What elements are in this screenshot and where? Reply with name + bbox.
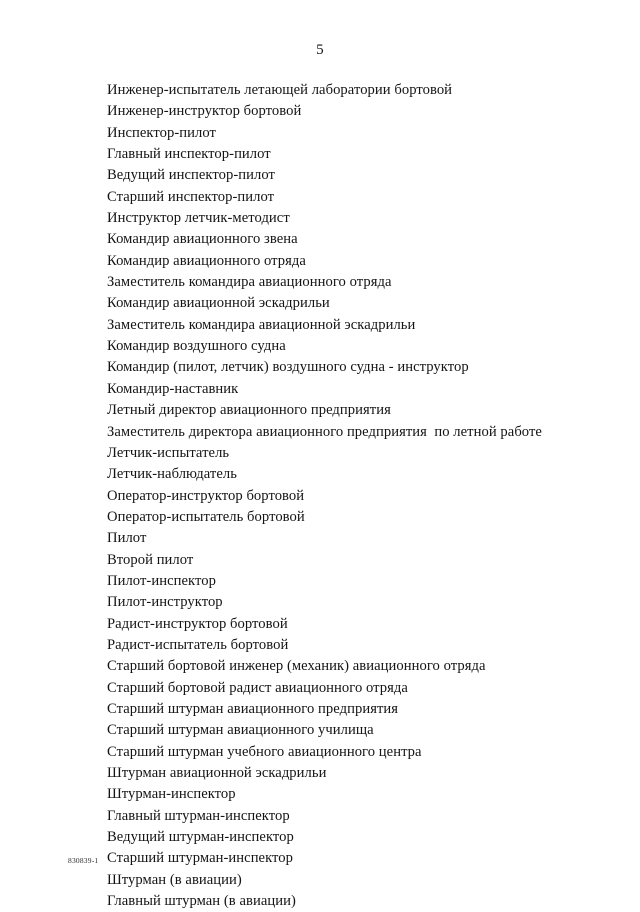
job-title-line: Пилот-инструктор <box>107 594 223 611</box>
job-title-line: Главный инспектор-пилот <box>107 146 271 163</box>
job-title-line: Командир авиационного звена <box>107 231 298 248</box>
job-title-line: Пилот-инспектор <box>107 572 216 589</box>
job-title-line: Старший бортовой инженер (механик) авиационного отряда <box>107 658 486 675</box>
page-number: 5 <box>316 42 324 58</box>
job-title-line: Старший штурман-инспектор <box>107 850 294 867</box>
job-title-line: Радист-испытатель бортовой <box>107 636 289 653</box>
job-title-line: Командир-наставник <box>107 380 239 397</box>
job-title-line: Командир воздушного судна <box>107 338 286 355</box>
job-title-line: Ведущий инспектор-пилот <box>107 167 275 184</box>
job-title-line: Командир авиационной эскадрильи <box>107 295 330 312</box>
job-title-line: Главный штурман-инспектор <box>107 807 290 824</box>
job-title-line: Радист-инструктор бортовой <box>107 615 288 632</box>
job-title-line: Старший бортовой радист авиационного отряда <box>107 679 408 696</box>
job-title-line: Пилот <box>107 530 147 547</box>
job-title-line: Инструктор летчик-методист <box>107 210 290 227</box>
job-title-line: Старший штурман авиационного предприятия <box>107 700 399 717</box>
job-title-line: Старший штурман учебного авиационного центра <box>107 743 422 760</box>
job-title-line: Ведущий штурман-инспектор <box>107 829 294 846</box>
job-title-line: Заместитель командира авиационной эскадрильи <box>107 316 416 333</box>
job-title-line: Инспектор-пилот <box>107 124 216 141</box>
job-title-line: Командир авиационного отряда <box>107 252 306 269</box>
job-title-line: Штурман авиационной эскадрильи <box>107 765 327 781</box>
job-title-line: Штурман-инспектор <box>107 786 236 803</box>
job-title-line: Командир (пилот, летчик) воздушного судна - инструктор <box>107 359 469 376</box>
job-title-line: Оператор-испытатель бортовой <box>107 508 305 525</box>
job-title-line: Летчик-испытатель <box>107 444 230 461</box>
job-title-line: Старший штурман авиационного училища <box>107 722 374 739</box>
job-title-line: Второй пилот <box>107 551 194 568</box>
job-title-line: Летчик-наблюдатель <box>107 466 237 483</box>
footer-document-code: 830839-1 <box>68 856 99 865</box>
job-title-line: Заместитель директора авиационного предприятия по летной работе <box>107 423 542 440</box>
job-title-line: Инженер-инструктор бортовой <box>107 103 302 120</box>
job-title-line: Главный штурман (в авиации) <box>107 893 296 910</box>
job-title-line: Летный директор авиационного предприятия <box>107 402 391 419</box>
job-title-line: Оператор-инструктор бортовой <box>107 487 305 504</box>
job-title-line: Старший инспектор-пилот <box>107 188 275 205</box>
job-title-line: Инженер-испытатель летающей лаборатории бортовой <box>107 82 453 98</box>
job-title-line: Штурман (в авиации) <box>107 871 242 888</box>
job-title-line: Заместитель командира авиационного отряда <box>107 274 392 291</box>
job-title-list <box>107 80 607 912</box>
